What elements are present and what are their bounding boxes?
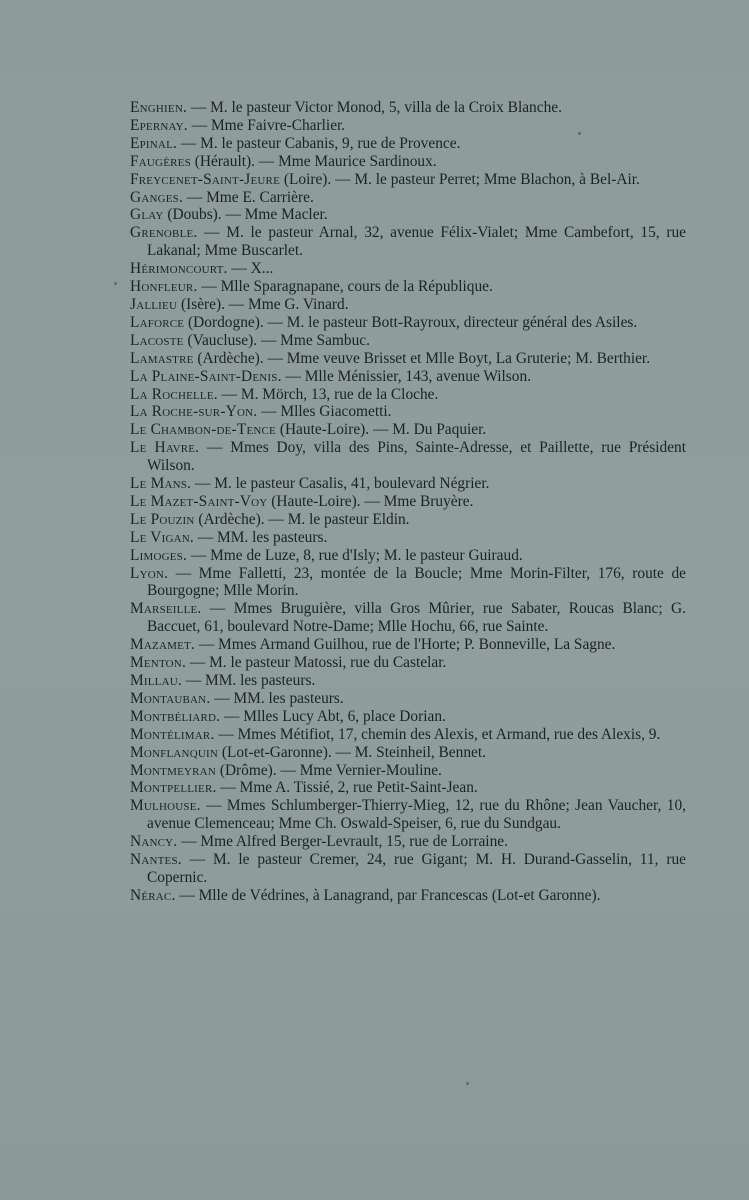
entry-place: La Roche-sur-Yon. [130,403,258,421]
entry-text: — M. Mörch, 13, rue de la Cloche. [217,385,439,403]
entry-place: Mazamet. [130,636,195,654]
entry-text: (Ardèche). — Mme veuve Brisset et Mlle Boyt, La Gruterie; M. Berthier. [193,349,651,367]
entry-text: (Drôme). — Mme Vernier-Mouline. [215,761,442,779]
paper-speck [466,1082,469,1085]
entry-text: — Mme Falletti, 23, montée de la Boucle; Mme Morin-Filter, 176, route de Bourgogne; Mlle Morin. [147,564,686,600]
entry-16 [130,403,686,421]
entry-place: Marseille. [130,600,202,618]
entry-text: (Loire). — M. le pasteur Perret; Mme Blachon, à Bel-Air. [280,170,640,188]
entry-17 [130,421,686,439]
entry-10 [130,296,686,314]
entry-place: Montbéliard. [130,707,221,725]
entry-place: Montmeyran [130,761,216,779]
entry-text: — M. le pasteur Arnal, 32, avenue Félix-Vialet; Mme Cambefort, 15, rue Lakanal; Mme Buscarlet. [147,224,686,260]
entry-place: Faugères [130,152,191,170]
entry-place: Limoges. [130,546,188,564]
entry-12 [130,332,686,350]
entry-place: Lacoste [130,331,184,349]
entry-place: Mulhouse. [130,797,201,815]
entry-text: — Mlle Sparagnapane, cours de la République. [197,278,493,296]
entry-place: Epernay. [130,116,188,134]
entry-place: Menton. [130,654,187,672]
entry-place: Le Pouzin [130,510,195,528]
entry-place: Freycenet-Saint-Jeure [130,170,280,188]
entry-text: (Doubs). — Mme Macler. [163,206,328,224]
entry-text: — MM. les pasteurs. [210,689,344,707]
entry-26 [130,636,686,654]
entry-text: — M. le pasteur Victor Monod, 5, villa de la Croix Blanche. [187,99,562,116]
entry-place: Nancy. [130,833,178,851]
entry-place: Monflanquin [130,743,218,761]
entry-text: — Mme Faivre-Charlier. [187,116,346,134]
entry-list [130,99,686,905]
entry-text: — Mlles Lucy Abt, 6, place Dorian. [220,707,446,725]
entry-text: — Mme de Luze, 8, rue d'Isly; M. le pasteur Guiraud. [187,546,523,564]
entry-place: Nérac. [130,886,176,904]
entry-25 [130,600,686,636]
entry-7 [130,224,686,260]
entry-text: (Ardèche). — M. le pasteur Eldin. [194,510,410,528]
entry-place: Lyon. [130,564,169,582]
entry-place: Honfleur. [130,278,198,296]
entry-35 [130,797,686,833]
entry-place: Montauban. [130,689,211,707]
entry-text: (Lot-et-Garonne). — M. Steinheil, Bennet. [218,743,486,761]
entry-place: Lamastre [130,349,194,367]
entry-place: Le Chambon-de-Tence [130,421,276,439]
entry-place: Nantes. [130,851,182,869]
entry-text: — Mmes Armand Guilhou, rue de l'Horte; P. Bonneville, La Sagne. [194,636,616,654]
entry-text: — MM. les pasteurs. [193,528,328,546]
entry-29 [130,690,686,708]
entry-place: Le Mazet-Saint-Voy [130,492,268,510]
entry-place: Laforce [130,313,185,331]
entry-place: Glay [130,206,164,224]
entry-text: — M. le pasteur Matossi, rue du Castelar. [186,654,447,672]
entry-18 [130,439,686,475]
entry-text: (Haute-Loire). — M. Du Paquier. [275,421,487,439]
entry-1 [130,117,686,135]
entry-23 [130,547,686,565]
entry-text: — Mlle Ménissier, 143, avenue Wilson. [281,367,532,385]
entry-text: — Mme A. Tissié, 2, rue Petit-Saint-Jean. [216,779,478,797]
entry-place: Jallieu [130,295,178,313]
entry-text: — M. le pasteur Cremer, 24, rue Gigant; M. H. Durand-Gasselin, 11, rue Copernic. [147,851,686,886]
entry-text: (Isère). — Mme G. Vinard. [177,295,349,313]
entry-21 [130,511,686,529]
entry-2 [130,135,686,153]
entry-text: — X... [227,260,274,278]
paper-speck [578,132,581,135]
entry-0 [130,99,686,117]
entry-27 [130,654,686,672]
entry-place: Enghien. [130,99,188,116]
entry-15 [130,386,686,404]
entry-place: Millau. [130,672,182,689]
entry-text: (Hérault). — Mme Maurice Sardinoux. [190,152,437,170]
entry-text: — Mme Alfred Berger-Levrault, 15, rue de Lorraine. [177,833,508,851]
entry-text: (Haute-Loire). — Mme Bruyère. [267,492,474,510]
entry-19 [130,475,686,493]
entry-6 [130,206,686,224]
entry-place: Montélimar. [130,725,215,743]
entry-place: La Plaine-Saint-Denis. [130,367,282,385]
entry-14 [130,368,686,386]
entry-37 [130,851,686,887]
entry-4 [130,171,686,189]
entry-place: Grenoble. [130,224,198,242]
entry-22 [130,529,686,547]
entry-28 [130,672,686,690]
entry-place: Le Havre. [130,439,200,457]
entry-place: Hérimoncourt. [130,260,228,278]
entry-5 [130,189,686,207]
entry-20 [130,493,686,511]
entry-text: — MM. les pasteurs. [181,672,316,689]
entry-text: — Mmes Doy, villa des Pins, Sainte-Adresse, et Paillette, rue Président Wilson. [147,439,686,475]
entry-text: — Mmes Schlumberger-Thierry-Mieg, 12, rue du Rhône; Jean Vaucher, 10, avenue Clemenceau; Mme Ch. Oswald-Speiser, 6, rue du Sundgau. [147,797,686,833]
entry-9 [130,278,686,296]
entry-text: (Dordogne). — M. le pasteur Bott-Rayroux, directeur général des Asiles. [184,313,638,331]
paper-speck [114,282,117,285]
entry-8 [130,260,686,278]
entry-place: Epinal. [130,134,178,152]
entry-text: (Vaucluse). — Mme Sambuc. [183,331,370,349]
entry-text: — Mme E. Carrière. [183,188,314,206]
entry-30 [130,708,686,726]
entry-24 [130,565,686,601]
entry-38 [130,887,686,905]
entry-place: Le Vigan. [130,528,194,546]
entry-place: Ganges. [130,188,184,206]
entry-text: — M. le pasteur Casalis, 41, boulevard Négrier. [191,475,490,493]
entry-13 [130,350,686,368]
entry-place: La Rochelle. [130,385,218,403]
entry-32 [130,744,686,762]
entry-34 [130,779,686,797]
entry-text: — Mmes Bruguière, villa Gros Mûrier, rue Sabater, Roucas Blanc; G. Baccuet, 61, boulevard Notre-Dame; Mlle Hochu, 66, rue Sainte. [147,600,686,636]
entry-text: — Mlle de Védrines, à Lanagrand, par Francescas (Lot-et Garonne). [175,886,601,904]
entry-11 [130,314,686,332]
entry-3 [130,153,686,171]
entry-36 [130,833,686,851]
entry-place: Le Mans. [130,475,192,493]
entry-text: — M. le pasteur Cabanis, 9, rue de Provence. [177,134,461,152]
entry-31 [130,726,686,744]
entry-text: — Mlles Giacometti. [257,403,392,421]
entry-place: Montpellier. [130,779,217,797]
entry-text: — Mmes Métifiot, 17, chemin des Alexis, et Armand, rue des Alexis, 9. [214,725,661,743]
entry-33 [130,762,686,780]
